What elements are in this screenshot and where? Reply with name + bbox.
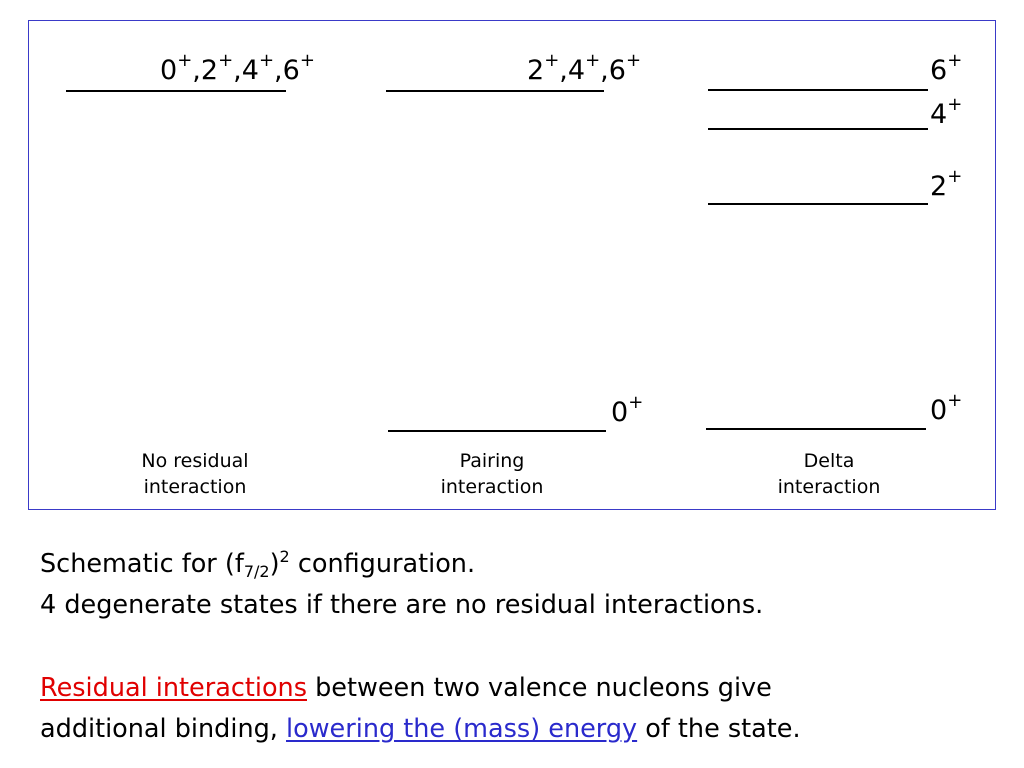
column-label-line1: No residual — [141, 450, 249, 472]
level-line-no-residual-degenerate — [66, 90, 286, 92]
caption-line-3: Residual interactions between two valence nucleons give — [40, 673, 772, 703]
level-label-delta-6: 6+ — [930, 50, 963, 86]
column-label-line2: interaction — [440, 476, 544, 498]
column-label-line1: Pairing — [459, 450, 525, 472]
level-line-pairing-ground — [388, 430, 606, 432]
level-label-pairing-ground: 0+ — [611, 392, 644, 428]
level-line-delta-4 — [708, 128, 928, 130]
level-scheme-diagram — [28, 20, 996, 510]
level-line-delta-ground — [706, 428, 926, 430]
level-label-delta-4: 4+ — [930, 94, 963, 130]
column-label-pairing — [392, 448, 592, 500]
column-label-line2: interaction — [777, 476, 881, 498]
lowering-energy-link[interactable]: lowering the (mass) energy — [286, 714, 638, 744]
caption-line-2: 4 degenerate states if there are no residual interactions. — [40, 590, 764, 620]
level-label-delta-ground: 0+ — [930, 390, 963, 426]
column-label-line2: interaction — [143, 476, 247, 498]
level-line-delta-6 — [708, 89, 928, 91]
residual-interactions-link[interactable]: Residual interactions — [40, 673, 307, 703]
level-label-pairing-upper: 2+,4+,6+ — [527, 50, 642, 86]
column-label-line1: Delta — [803, 450, 855, 472]
column-label-delta — [729, 448, 929, 500]
level-label-delta-2: 2+ — [930, 166, 963, 202]
level-label-no-residual-degenerate: 0+,2+,4+,6+ — [160, 50, 315, 86]
level-line-delta-2 — [708, 203, 928, 205]
column-label-no-residual — [95, 448, 295, 500]
caption-line-4: additional binding, lowering the (mass) energy of the state. — [40, 714, 801, 744]
caption-line-1: Schematic for $(f_{7/2})^2$ configuration. — [40, 547, 476, 581]
level-line-pairing-upper — [386, 90, 604, 92]
